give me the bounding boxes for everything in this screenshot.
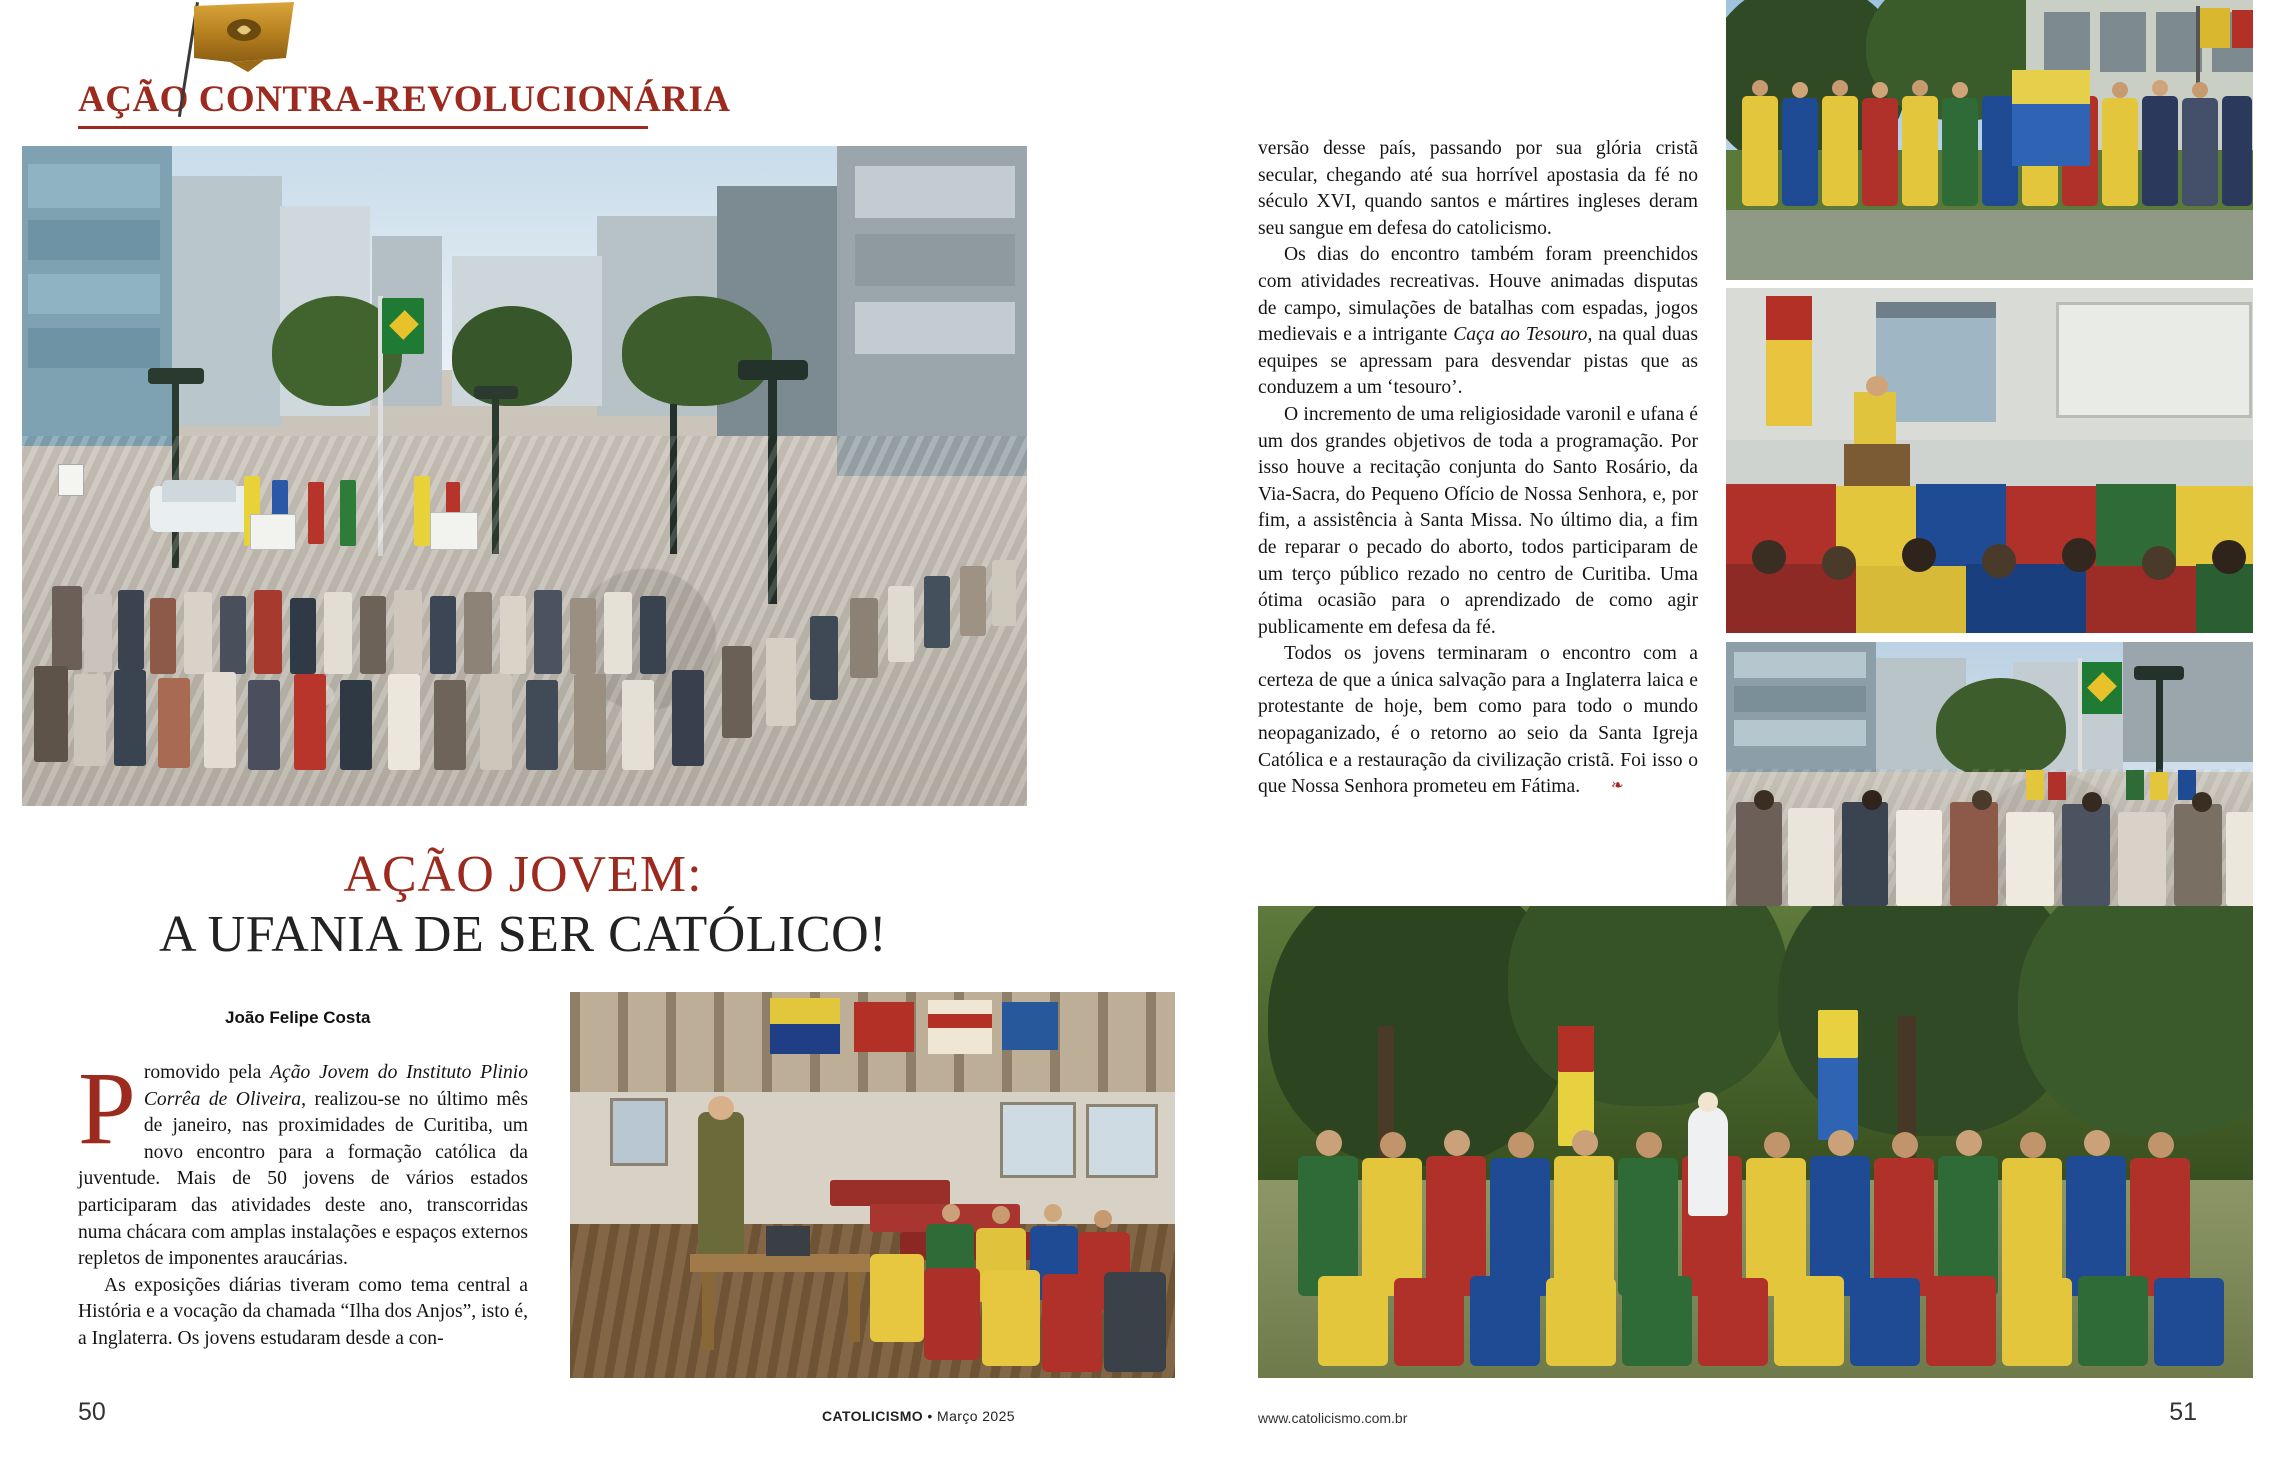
photo-classroom bbox=[570, 992, 1175, 1378]
article-title-line1: AÇÃO JOVEM: bbox=[343, 846, 703, 903]
page-number-left: 50 bbox=[78, 1398, 106, 1426]
footer-website-url: www.catolicismo.com.br bbox=[1258, 1410, 1408, 1426]
photo-group-flags bbox=[1726, 0, 2253, 280]
end-mark: ❧ bbox=[1611, 778, 1624, 795]
photo-lecture-hall bbox=[1726, 288, 2253, 633]
page-number-right: 51 bbox=[2169, 1398, 2197, 1426]
footer-issue-date: Março 2025 bbox=[937, 1408, 1015, 1424]
left-body-column bbox=[78, 1051, 528, 1353]
footer-publication-line bbox=[822, 1408, 1015, 1424]
article-byline: João Felipe Costa bbox=[225, 1008, 371, 1027]
right-paragraph-4: Todos os jovens terminaram o encontro com a certeza de que a única salvação para a Inglaterra laica e protestante de hoje, bem como para todo o mundo neopaganizado, é o retorno ao seio da Santa Igreja Católica e a restauração da civilização cristã. Foi isso o que Nossa Senhora prometeu em Fátima. ❧ bbox=[1258, 641, 1698, 802]
right-paragraph-3: O incremento de uma religiosidade varonil e ufana é um dos grandes objetivos de toda a programação. Por isso houve a recitação conjunta do Santo Rosário, da Via-Sacra, do Pequeno Ofício de Nossa Senhora, e, por fim, a assistência à Santa Missa. No último dia, a fim de reparar o pecado do aborto, todos participaram de um terço público rezado no centro de Curitiba. Uma ótima ocasião para o aprendizado de como agir publicamente em defesa da fé. bbox=[1258, 403, 1698, 638]
left-paragraph-1 bbox=[78, 1051, 528, 1273]
section-kicker bbox=[78, 78, 731, 121]
heraldic-flag-icon bbox=[190, 0, 300, 78]
footer-separator: • bbox=[927, 1408, 933, 1424]
right-body-column bbox=[1258, 136, 1698, 802]
kicker-underline bbox=[78, 126, 648, 129]
article-title-line2: A UFANIA DE SER CATÓLICO! bbox=[158, 906, 887, 963]
footer-publication-name: CATOLICISMO bbox=[822, 1408, 924, 1424]
section-kicker-label: AÇÃO CONTRA-REVOLUCIONÁRIA bbox=[78, 79, 731, 120]
right-paragraph-1: versão desse país, passando por sua glória cristã secular, chegando até sua horrível apostasia da fé no século XVI, quando santos e mártires ingleses deram seu sangue em defesa do catolicismo. bbox=[1258, 138, 1698, 239]
photo-street-rosary bbox=[1726, 642, 2253, 906]
left-paragraph-2: As exposições diárias tiveram como tema central a História e a vocação da chamada “Ilha dos Anjos”, isto é, a Inglaterra. Os jovens estudaram desde a con- bbox=[78, 1274, 528, 1349]
photo-square-rosary bbox=[22, 146, 1027, 806]
dropcap: P bbox=[78, 1051, 136, 1166]
right-paragraph-2: Os dias do encontro também foram preenchidos com atividades recreativas. Houve animadas disputas de campo, simulações de batalhas com espadas, jogos medievais e a intrigante Caça ao Tesouro, na qual duas equipes se apressam para desvendar pistas que as conduzem a um ‘tesouro’. bbox=[1258, 244, 1698, 399]
photo-group-araucarias bbox=[1258, 906, 2253, 1378]
left-paragraph-1-text: romovido pela Ação Jovem do Instituto Plinio Corrêa de Oliveira, realizou-se no último mês de janeiro, nas proximidades de Curitiba, um novo encontro para a formação católica da juventude. Mais de 50 jovens de vários estados participaram das atividades deste ano, transcorridas numa chácara com amplas instalações e espaços externos repletos de imponentes araucárias. bbox=[78, 1062, 528, 1270]
